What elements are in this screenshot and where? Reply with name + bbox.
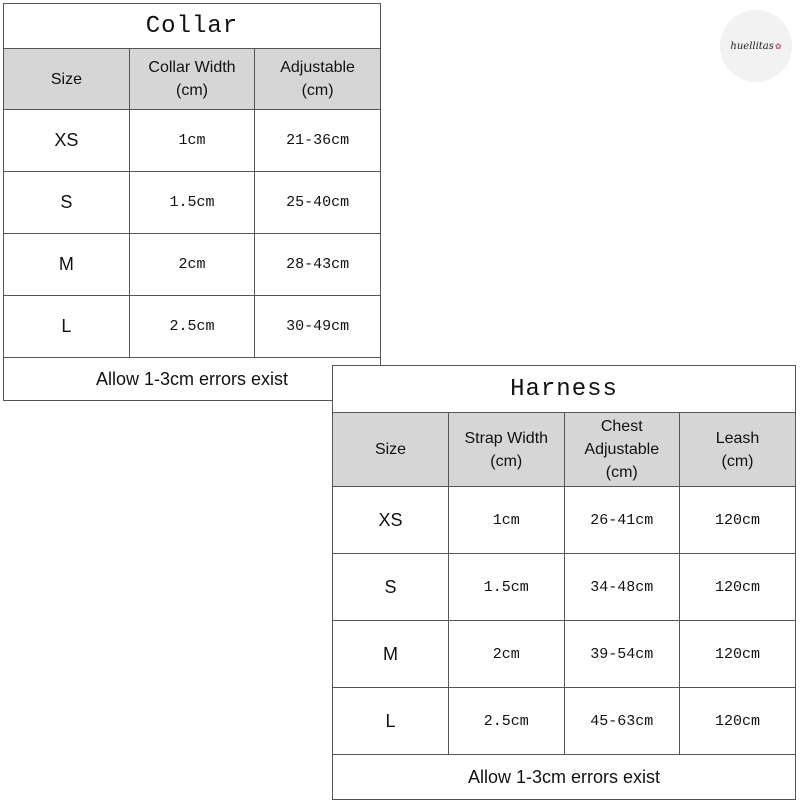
- table-cell: 30-49cm: [255, 296, 380, 358]
- table-cell: 120cm: [680, 621, 796, 688]
- table-cell: 39-54cm: [564, 621, 680, 688]
- collar-table-grid: [4, 49, 380, 358]
- harness-table-title: Harness: [333, 366, 795, 413]
- header-cell: Leash (cm): [680, 413, 796, 487]
- table-cell: 25-40cm: [255, 172, 380, 234]
- table-cell: 120cm: [680, 487, 796, 554]
- paw-icon: ✿: [774, 41, 782, 51]
- table-cell: 120cm: [680, 688, 796, 755]
- header-cell: Chest Adjustable (cm): [564, 413, 680, 487]
- collar-size-table: [3, 3, 381, 401]
- header-cell: Size: [4, 49, 129, 110]
- size-cell: M: [333, 621, 449, 688]
- table-row: [333, 621, 795, 688]
- table-cell: 28-43cm: [255, 234, 380, 296]
- table-header-row: [333, 413, 795, 487]
- table-cell: 2.5cm: [449, 688, 565, 755]
- harness-size-table: [332, 365, 796, 800]
- table-row: [333, 487, 795, 554]
- header-cell: Adjustable (cm): [255, 49, 380, 110]
- harness-error-note: Allow 1-3cm errors exist: [467, 766, 661, 787]
- size-cell: XS: [333, 487, 449, 554]
- header-cell: Collar Width (cm): [129, 49, 254, 110]
- size-cell: M: [4, 234, 129, 296]
- header-cell: Strap Width (cm): [449, 413, 565, 487]
- table-cell: 26-41cm: [564, 487, 680, 554]
- table-cell: 2cm: [449, 621, 565, 688]
- table-row: [4, 234, 380, 296]
- table-cell: 1cm: [129, 110, 254, 172]
- table-row: [333, 554, 795, 621]
- brand-logo: [720, 10, 792, 82]
- collar-table-title: Collar: [4, 4, 380, 49]
- table-row: [4, 296, 380, 358]
- table-cell: 1.5cm: [449, 554, 565, 621]
- table-cell: 2.5cm: [129, 296, 254, 358]
- collar-error-note: Allow 1-3cm errors exist: [95, 368, 289, 389]
- header-cell: Size: [333, 413, 449, 487]
- brand-logo-text: huellitas: [730, 40, 774, 52]
- table-cell: 120cm: [680, 554, 796, 621]
- size-cell: L: [4, 296, 129, 358]
- table-row: [4, 110, 380, 172]
- harness-table-grid: [333, 413, 795, 755]
- table-row: [4, 172, 380, 234]
- table-cell: 21-36cm: [255, 110, 380, 172]
- table-header-row: [4, 49, 380, 110]
- table-cell: 1.5cm: [129, 172, 254, 234]
- size-cell: S: [333, 554, 449, 621]
- table-cell: 1cm: [449, 487, 565, 554]
- table-cell: 45-63cm: [564, 688, 680, 755]
- table-cell: 34-48cm: [564, 554, 680, 621]
- size-cell: S: [4, 172, 129, 234]
- size-cell: L: [333, 688, 449, 755]
- size-cell: XS: [4, 110, 129, 172]
- table-cell: 2cm: [129, 234, 254, 296]
- table-row: [333, 688, 795, 755]
